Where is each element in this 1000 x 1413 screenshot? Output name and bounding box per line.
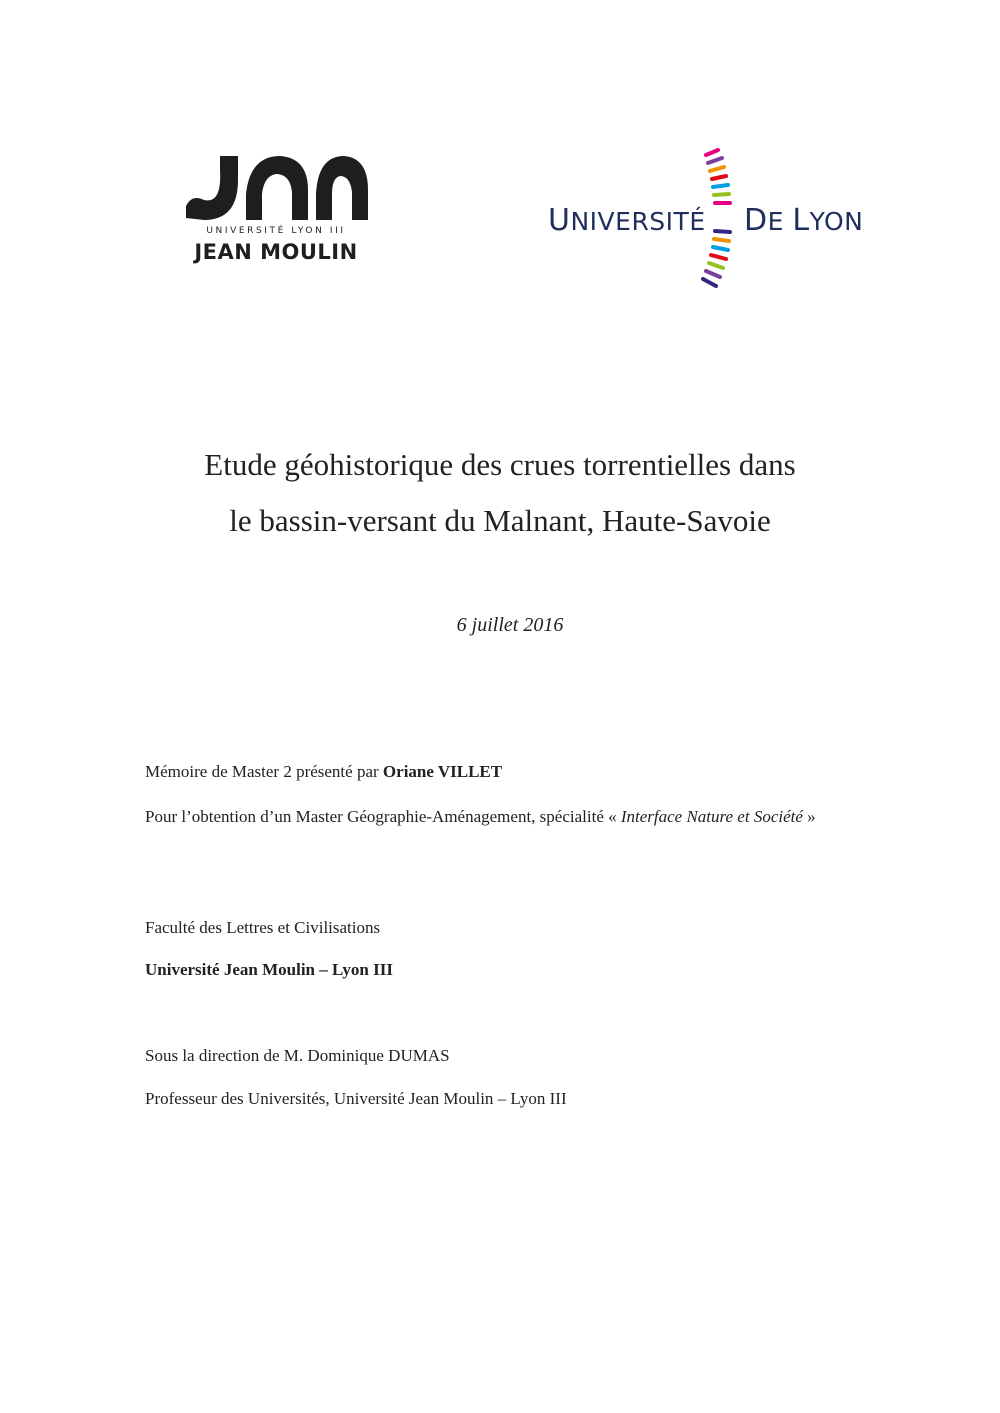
jean-moulin-logo-name: JEAN MOULIN (194, 240, 358, 264)
author-name: Oriane VILLET (382, 762, 503, 781)
jean-moulin-logo-small-text: UNIVERSITÉ LYON III (206, 226, 346, 236)
universite-de-lyon-logo-right-text: DE LYON (744, 203, 864, 238)
jean-moulin-logo (180, 150, 372, 270)
document-title-line-2: le bassin-versant du Malnant, Haute-Savoie (229, 503, 771, 538)
memoire-line (145, 762, 882, 782)
universite-line: Université Jean Moulin – Lyon III (145, 960, 393, 979)
direction-line: Sous la direction de M. Dominique DUMAS (145, 1046, 450, 1065)
professeur-line: Professeur des Universités, Université Jean Moulin – Lyon III (145, 1089, 567, 1108)
memoire-prefix: Mémoire de Master 2 présenté par (145, 762, 383, 781)
document-date: 6 juillet 2016 (456, 614, 564, 636)
document-title (100, 437, 900, 549)
obtention-suffix: » (802, 807, 816, 826)
obtention-paragraph (145, 805, 882, 828)
universite-de-lyon-logo-left-text: UNIVERSITÉ (548, 203, 706, 238)
obtention-prefix: Pour l’obtention d’un Master Géographie-Aménagement, spécialité « (145, 807, 621, 826)
jean-moulin-logo-mark (180, 150, 372, 225)
faculte-line: Faculté des Lettres et Civilisations (145, 918, 381, 937)
document-title-line-1: Etude géohistorique des crues torrentielles dans (204, 447, 796, 482)
universite-de-lyon-logo (548, 145, 883, 295)
specialite-name: Interface Nature et Société (620, 807, 803, 826)
